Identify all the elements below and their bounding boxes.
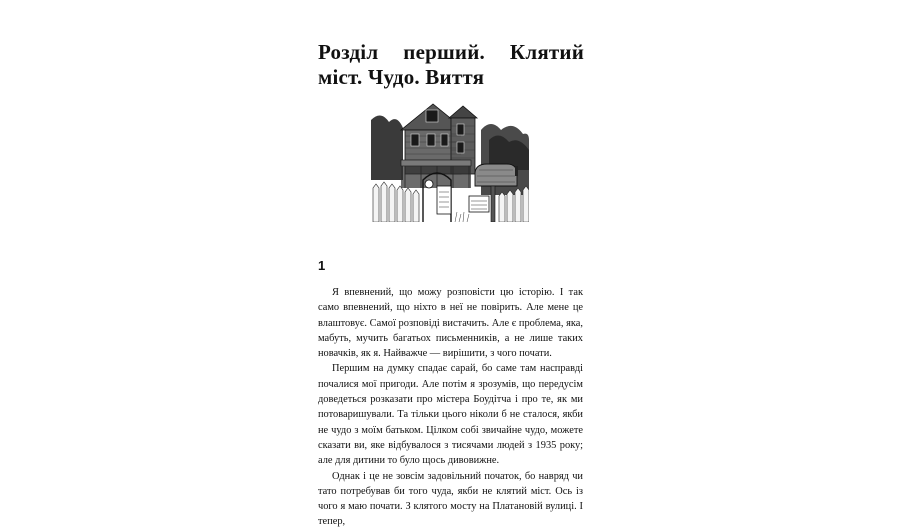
section-number: 1 bbox=[318, 258, 326, 273]
paragraph: Першим на думку спадає сарай, бо саме там насправді почалися мої пригоди. Але потім я зрозумів, що передусім доведеться розказати про містера Боудітча і про те, як ми потоваришували. Та тільки цього ніколи б не сталося, якби не чудо з моїм батьком. Цілком собі звичайне чудо, можете сказати ви, яке відбувалося з тисячами людей з 1935 року; але для дитини то було щось дивовижне. bbox=[318, 363, 583, 467]
body-text bbox=[318, 285, 583, 530]
house-illustration bbox=[371, 100, 529, 222]
house-illustration-drawing bbox=[371, 100, 529, 222]
chapter-title: Розділ перший. Клятий міст. Чудо. Виття bbox=[318, 40, 584, 89]
paragraph: Однак і це не зовсім задовільний початок, бо навряд чи тато потребував би того чуда, якби не клятий міст. Ось із чого я маю почати. З клятого мосту на Платановій вулиці. І тепер, bbox=[318, 470, 583, 528]
paragraph: Я впевнений, що можу розповісти цю історію. І так само впевнений, що ніхто в неї не повірить. Але мене це влаштовує. Самої розповіді вистачить. Але є проблема, яка, мабуть, мучить багатьох письменників, а не лише таких новачків, як я. Найважче — вирішити, з чого почати. bbox=[318, 287, 583, 360]
